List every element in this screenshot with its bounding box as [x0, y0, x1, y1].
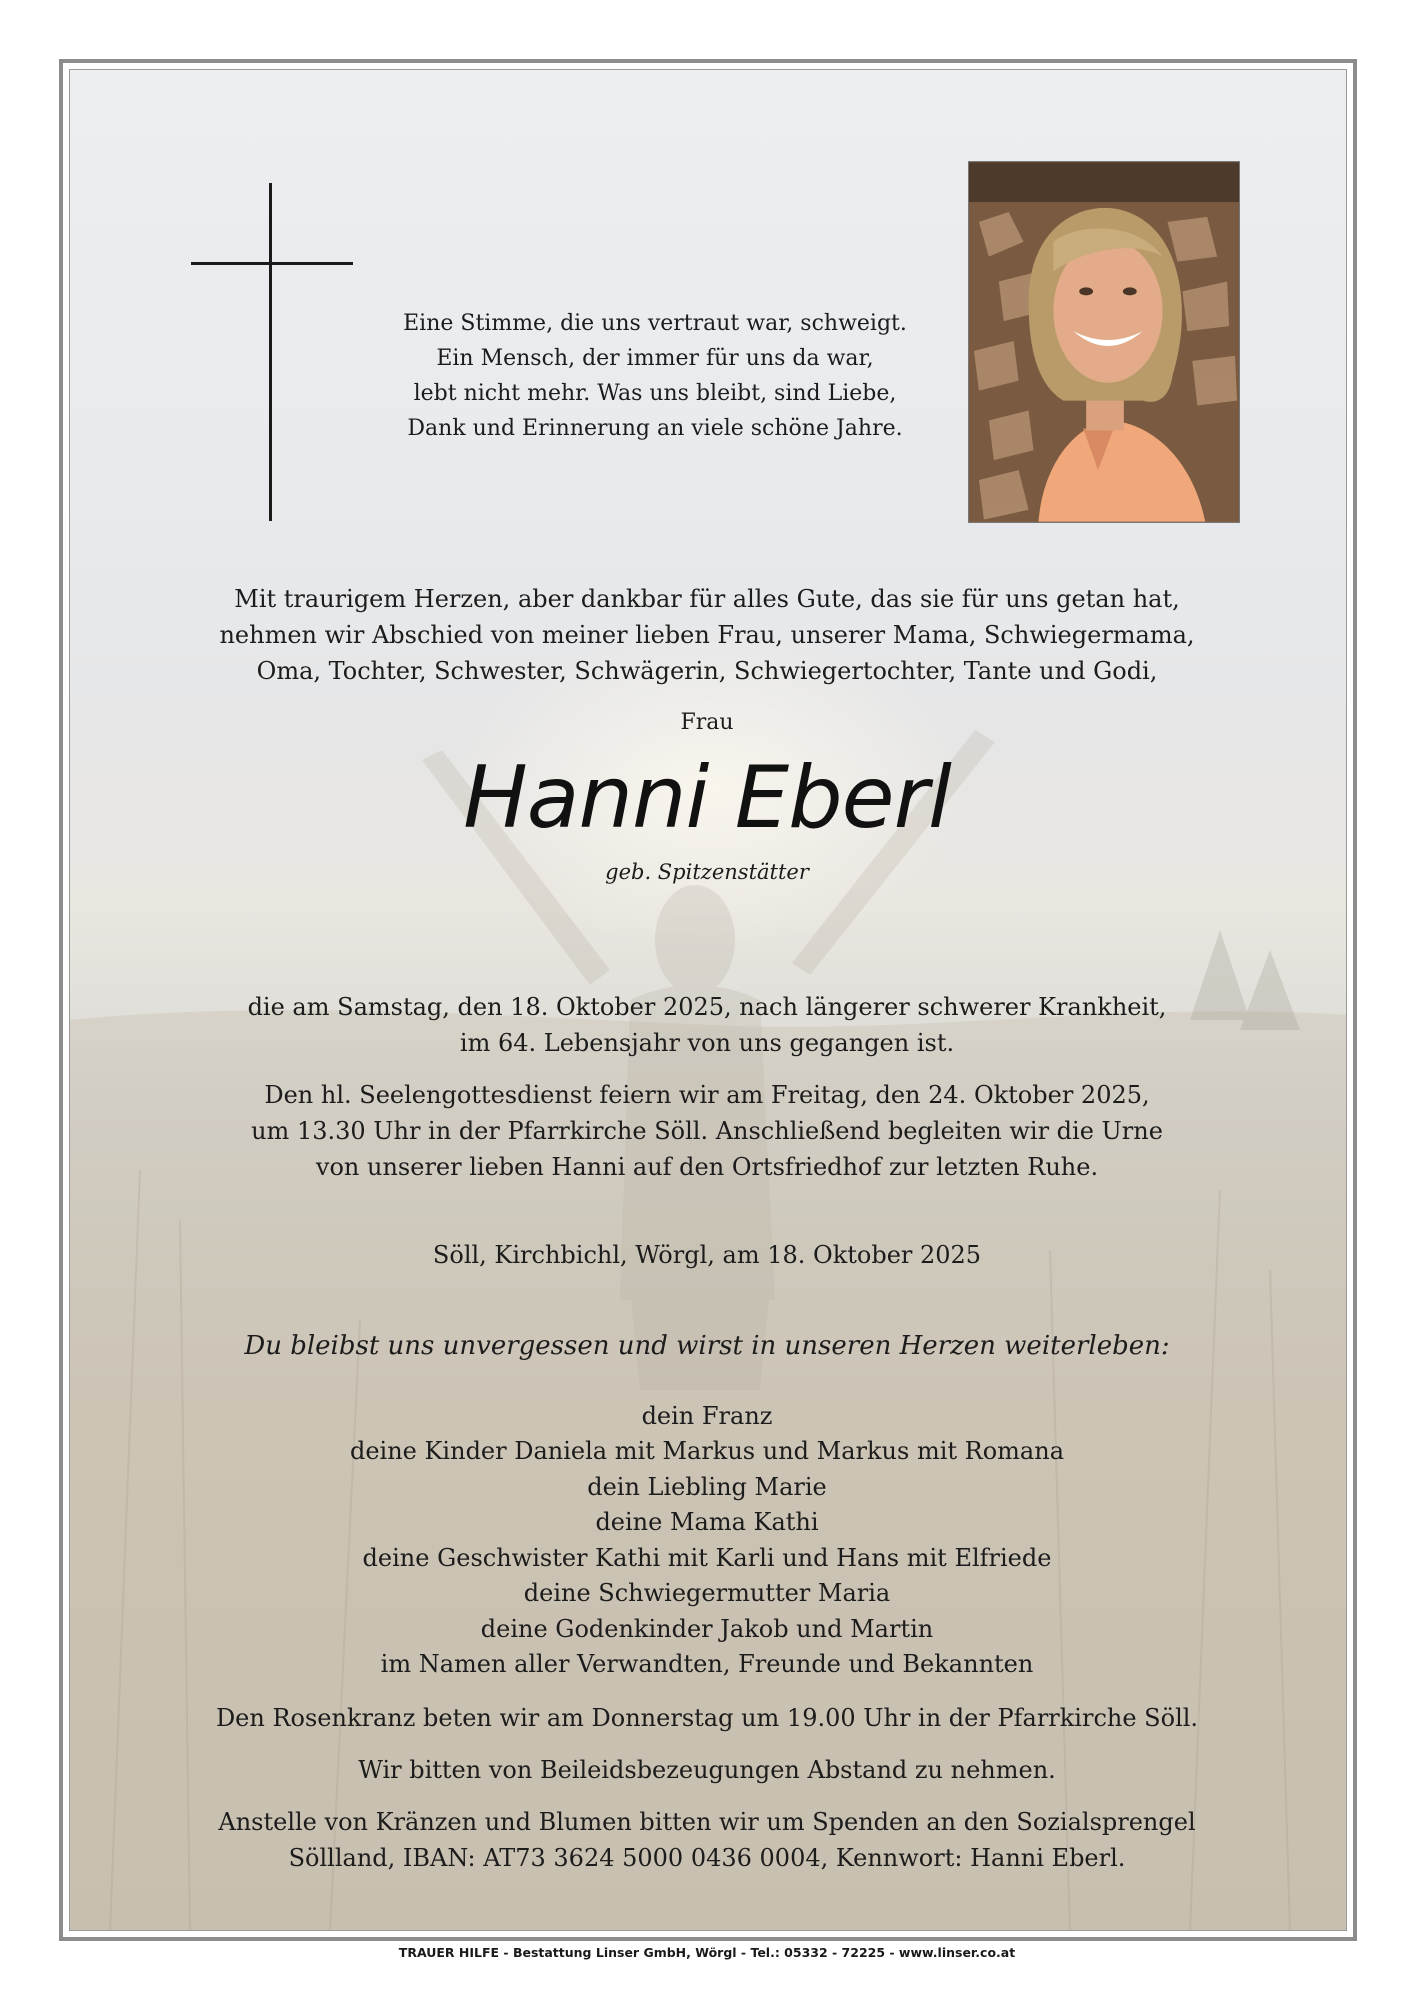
mourner-line: deine Schwiegermutter Maria: [523, 1579, 891, 1607]
intro-line: nehmen wir Abschied von meiner lieben Frau, unserer Mama, Schwiegermama,: [219, 621, 1195, 649]
intro-line: Oma, Tochter, Schwester, Schwägerin, Schwiegertochter, Tante und Godi,: [256, 657, 1158, 685]
mourner-line: deine Godenkinder Jakob und Martin: [480, 1614, 934, 1643]
condolence-notice: Wir bitten von Beileidsbezeugungen Abstand zu nehmen.: [358, 1756, 1056, 1784]
mourner-line: deine Geschwister Kathi mit Karli und Hans mit Elfriede: [362, 1543, 1052, 1572]
memorial-poem: [330, 306, 980, 446]
footer-imprint: TRAUER HILFE - Bestattung Linser GmbH, Wörgl - Tel.: 05332 - 72225 - www.linser.co.at: [398, 1945, 1016, 1960]
poem-line: Eine Stimme, die uns vertraut war, schweigt.: [403, 311, 907, 336]
deceased-title: Frau: [680, 710, 734, 735]
death-line: die am Samstag, den 18. Oktober 2025, nach längerer schwerer Krankheit,: [247, 993, 1167, 1021]
place-date: Söll, Kirchbichl, Wörgl, am 18. Oktober 2025: [432, 1241, 982, 1269]
intro-paragraph: [70, 581, 1344, 689]
service-line: Den hl. Seelengottesdienst feiern wir am Freitag, den 24. Oktober 2025,: [264, 1081, 1150, 1109]
death-line: im 64. Lebensjahr von uns gegangen ist.: [459, 1029, 955, 1057]
death-paragraph: [70, 989, 1344, 1061]
mourner-line: deine Kinder Daniela mit Markus und Markus mit Romana: [349, 1437, 1065, 1465]
rosary-notice: Den Rosenkranz beten wir am Donnerstag um 19.00 Uhr in der Pfarrkirche Söll.: [215, 1704, 1199, 1732]
service-paragraph: [70, 1077, 1344, 1185]
poem-line: lebt nicht mehr. Was uns bleibt, sind Liebe,: [413, 381, 897, 406]
mourner-line: deine Mama Kathi: [595, 1508, 819, 1536]
portrait-photo: [968, 161, 1240, 523]
deceased-name: Hanni Eberl: [463, 748, 951, 848]
intro-line: Mit traurigem Herzen, aber dankbar für alles Gute, das sie für uns getan hat,: [234, 585, 1180, 613]
service-line: von unserer lieben Hanni auf den Ortsfriedhof zur letzten Ruhe.: [315, 1153, 1099, 1181]
mourner-line: dein Franz: [641, 1401, 773, 1430]
maiden-name: geb. Spitzenstätter: [605, 860, 809, 884]
mourners-motto: Du bleibst uns unvergessen und wirst in unseren Herzen weiterleben:: [244, 1331, 1170, 1361]
donation-line: Anstelle von Kränzen und Blumen bitten wir um Spenden an den Sozialsprengel: [218, 1808, 1196, 1836]
poem-line: Dank und Erinnerung an viele schöne Jahre.: [407, 416, 903, 441]
poem-line: Ein Mensch, der immer für uns da war,: [436, 346, 874, 371]
mourners-list: [70, 1363, 1344, 1683]
donation-line: Söllland, IBAN: AT73 3624 5000 0436 0004, Kennwort: Hanni Eberl.: [288, 1844, 1126, 1872]
service-line: um 13.30 Uhr in der Pfarrkirche Söll. Anschließend begleiten wir die Urne: [251, 1117, 1163, 1145]
mourner-line: dein Liebling Marie: [587, 1472, 827, 1501]
mourner-line: im Namen aller Verwandten, Freunde und Bekannten: [380, 1650, 1034, 1678]
donation-notice: [70, 1804, 1344, 1876]
